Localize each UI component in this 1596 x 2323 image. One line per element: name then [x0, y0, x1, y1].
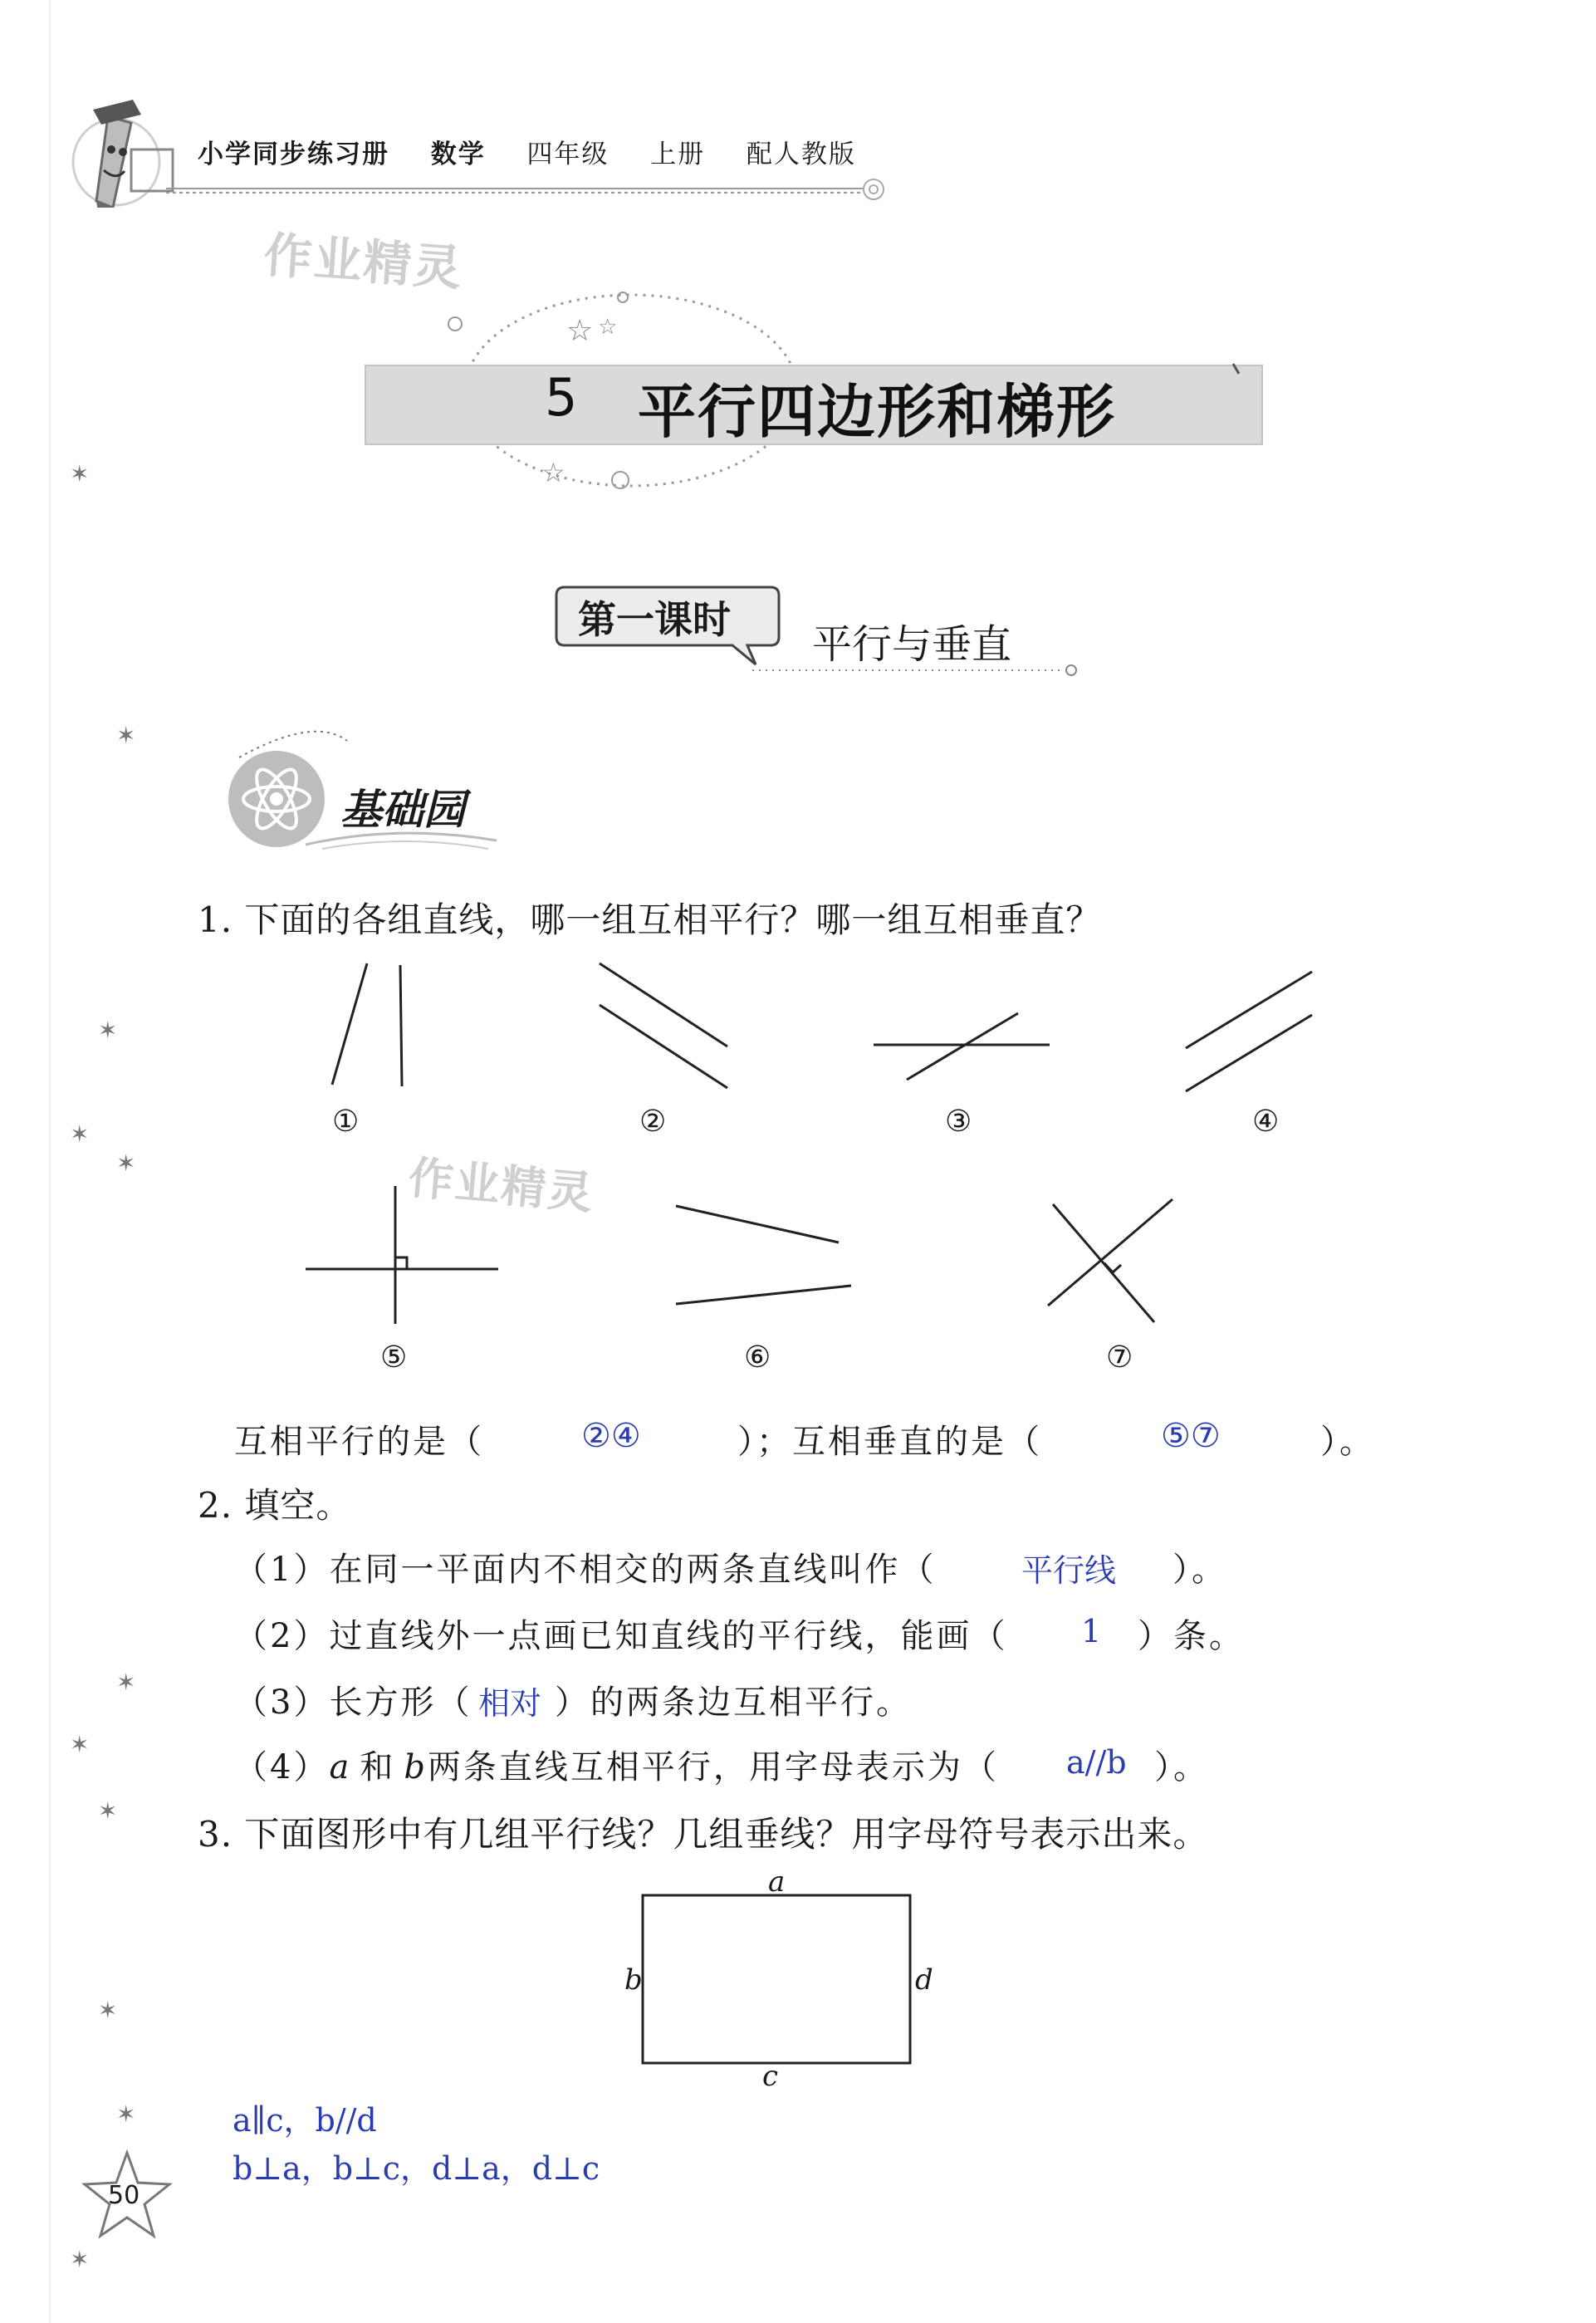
q2-item-4-end: ）。 [1154, 1748, 1209, 1786]
q1-perpendicular-prompt: ）；互相垂直的是（ [737, 1423, 1042, 1461]
figure-label-6: ⑥ [744, 1340, 771, 1375]
figure-label-3: ③ [945, 1105, 972, 1139]
q2-item-1-prompt: （1）在同一平面内不相交的两条直线叫作（ [234, 1551, 937, 1589]
figure-label-2: ② [639, 1105, 667, 1139]
watermark: 作业精灵 [406, 1151, 596, 1220]
q1-line-end: ）。 [1320, 1423, 1375, 1461]
header-grade: 四年级 [526, 140, 610, 169]
figure-label-1: ① [332, 1105, 360, 1139]
q2-item-4-number: （4） [234, 1748, 330, 1786]
lesson-badge: 第一课时 [578, 597, 731, 642]
page-number: 50 [108, 2181, 140, 2210]
side-label-d: d [915, 1963, 933, 1997]
svg-text:✶: ✶ [98, 1797, 118, 1825]
q2-item-4-answer: a//b [1066, 1744, 1127, 1781]
svg-text:✶: ✶ [70, 2246, 90, 2273]
svg-text:☆: ☆ [566, 314, 594, 348]
question-1-text: 1. 下面的各组直线，哪一组互相平行？哪一组互相垂直？ [198, 899, 1102, 940]
q2-item-1-answer: 平行线 [1021, 1552, 1117, 1589]
letter-a: a [329, 1748, 352, 1786]
svg-text:☆: ☆ [598, 315, 618, 340]
svg-text:☆: ☆ [541, 457, 565, 488]
q2-item-3-prompt: （3）长方形（ [234, 1683, 472, 1722]
svg-text:✶: ✶ [116, 722, 136, 749]
watermark: 作业精灵 [262, 226, 465, 297]
q2-item-4-line [234, 1741, 999, 1788]
q2-item-2-end: ）条。 [1138, 1617, 1245, 1655]
header-edition: 配人教版 [746, 140, 856, 169]
q1-parallel-answer: ②④ [581, 1417, 641, 1455]
question-2-text: 2. 填空。 [198, 1485, 352, 1526]
figure-label-4: ④ [1252, 1105, 1280, 1139]
svg-text:✶: ✶ [70, 1731, 90, 1758]
q1-parallel-prompt: 互相平行的是（ [234, 1423, 484, 1461]
lesson-title: 平行与垂直 [812, 621, 1012, 668]
svg-text:✶: ✶ [98, 1017, 118, 1044]
q2-item-3-end: ）的两条边互相平行。 [555, 1683, 912, 1722]
figure-label-7: ⑦ [1106, 1340, 1133, 1375]
q1-perpendicular-answer: ⑤⑦ [1161, 1417, 1221, 1455]
header-book-title: 小学同步练习册 [198, 140, 389, 169]
q2-item-4-prompt: 两条直线互相平行，用字母表示为（ [427, 1748, 999, 1786]
chapter-title: 平行四边形和梯形 [638, 378, 1116, 446]
q2-item-4-and: 和 [360, 1748, 396, 1786]
q3-parallel-answer: a∥c，b//d [233, 2102, 377, 2139]
side-label-a: a [768, 1865, 786, 1899]
letter-b: b [404, 1748, 428, 1786]
q3-perpendicular-answer: b⊥a，b⊥c，d⊥a，d⊥c [233, 2150, 600, 2187]
svg-text:✶: ✶ [116, 1149, 136, 1177]
q2-item-2-answer: 1 [1081, 1613, 1102, 1649]
side-label-b: b [624, 1963, 643, 1997]
side-label-c: c [762, 2060, 779, 2093]
header-volume: 上册 [650, 140, 706, 169]
header-subject: 数学 [430, 140, 486, 169]
question-3-text: 3. 下面图形中有几组平行线？几组垂线？用字母符号表示出来。 [198, 1814, 1209, 1855]
svg-text:✶: ✶ [116, 2100, 136, 2128]
figure-label-5: ⑤ [380, 1340, 408, 1375]
svg-text:✶: ✶ [70, 460, 90, 488]
svg-text:✶: ✶ [70, 1120, 90, 1148]
section-title: 基础园 [340, 785, 465, 834]
q2-item-1-end: ）。 [1173, 1551, 1227, 1589]
chapter-number: 5 [545, 367, 578, 428]
svg-text:✶: ✶ [98, 1997, 118, 2024]
q2-item-3-answer: 相对 [478, 1685, 542, 1722]
rectangle-figure [639, 1892, 938, 2075]
q2-item-2-prompt: （2）过直线外一点画已知直线的平行线，能画（ [234, 1617, 1008, 1655]
svg-text:✶: ✶ [116, 1669, 136, 1696]
